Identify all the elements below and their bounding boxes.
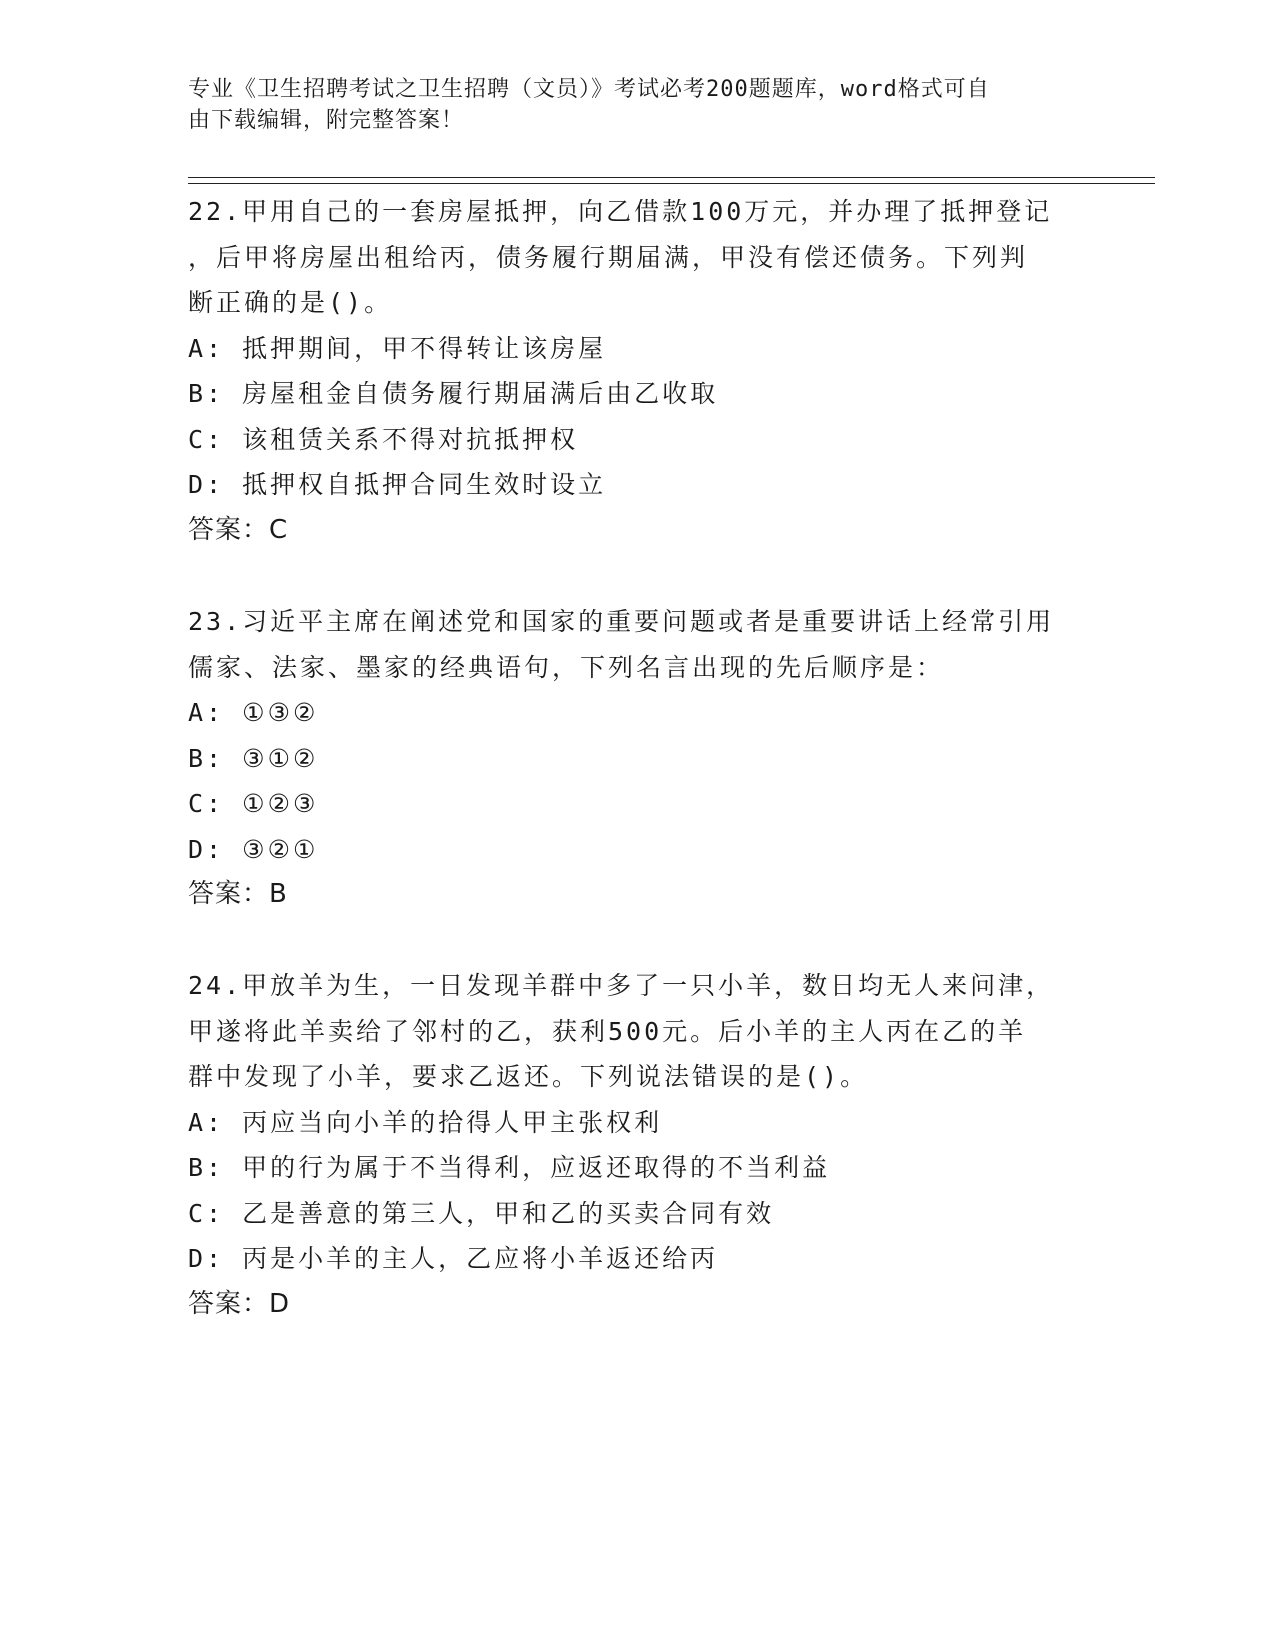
question-line: 23.习近平主席在阐述党和国家的重要问题或者是重要讲话上经常引用: [188, 607, 1055, 636]
question-line: 断正确的是()。: [188, 288, 393, 317]
option-a: A: ①③②: [188, 698, 319, 727]
option-a: A: 丙应当向小羊的拾得人甲主张权利: [188, 1107, 663, 1137]
option-b: B: 甲的行为属于不当得利，应返还取得的不当利益: [188, 1153, 831, 1182]
question-line: 24.甲放羊为生，一日发现羊群中多了一只小羊，数日均无人来问津，: [188, 971, 1055, 1000]
answer-label: 答案：B: [188, 879, 288, 909]
answer-label: 答案：C: [188, 514, 289, 545]
option-d: D: 抵押权自抵押合同生效时设立: [188, 470, 607, 499]
answer-label: 答案：D: [188, 1288, 291, 1319]
question-line: 甲遂将此羊卖给了邻村的乙，获利500元。后小羊的主人丙在乙的羊: [188, 1016, 1027, 1046]
question-24: [188, 963, 1088, 1327]
option-c: C: 该租赁关系不得对抗抵押权: [188, 424, 579, 454]
question-line: 22.甲用自己的一套房屋抵押，向乙借款100万元，并办理了抵押登记: [188, 197, 1053, 226]
question-stem: [188, 189, 1088, 326]
question-22: [188, 189, 1088, 553]
header-line-2: 由下载编辑，附完整答案！: [188, 108, 465, 133]
question-stem: [188, 599, 1088, 690]
option-d: D: ③②①: [188, 834, 319, 864]
option-b: B: ③①②: [188, 743, 319, 773]
header-line-1: 专业《卫生招聘考试之卫生招聘（文员）》考试必考200题题库，word格式可自: [188, 77, 990, 102]
document-header: [188, 74, 1068, 136]
option-c: C: 乙是善意的第三人，甲和乙的买卖合同有效: [188, 1198, 775, 1228]
option-d: D: 丙是小羊的主人，乙应将小羊返还给丙: [188, 1244, 719, 1273]
header-divider-bottom: [188, 183, 1155, 184]
question-line: ，后甲将房屋出租给丙，债务履行期届满，甲没有偿还债务。下列判: [188, 242, 1029, 272]
question-line: 群中发现了小羊，要求乙返还。下列说法错误的是()。: [188, 1062, 869, 1091]
option-a: A: 抵押期间，甲不得转让该房屋: [188, 333, 607, 363]
header-divider-top: [188, 177, 1155, 178]
question-line: 儒家、法家、墨家的经典语句，下列名言出现的先后顺序是：: [188, 652, 945, 682]
question-23: [188, 599, 1088, 918]
question-stem: [188, 963, 1088, 1100]
option-c: C: ①②③: [188, 789, 319, 818]
option-b: B: 房屋租金自债务履行期届满后由乙收取: [188, 379, 719, 408]
